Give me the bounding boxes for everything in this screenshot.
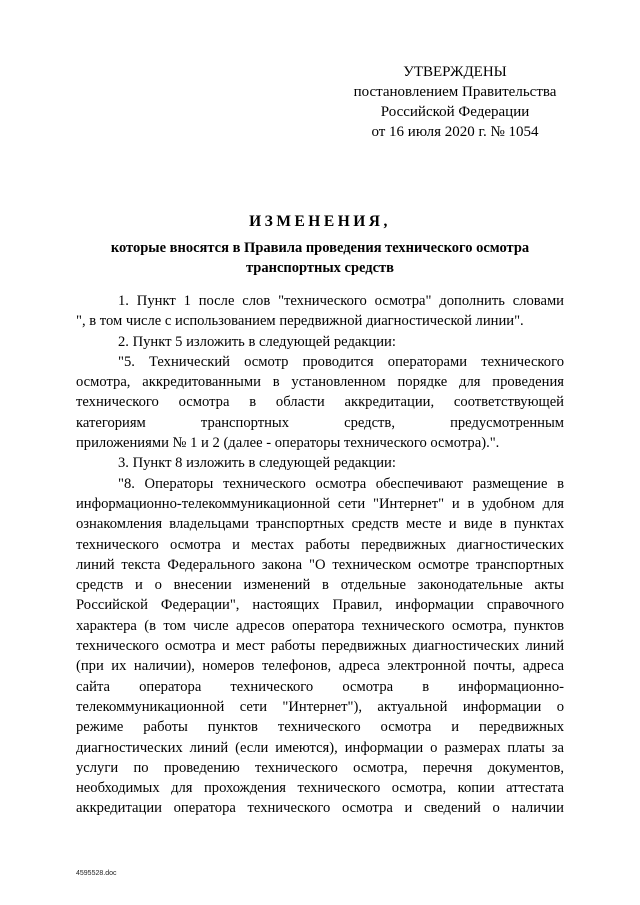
approval-heading: УТВЕРЖДЕНЫ <box>403 64 507 80</box>
paragraph-line: 2. Пункт 5 изложить в следующей редакции: <box>118 333 396 350</box>
document-subtitle <box>0 238 640 278</box>
paragraph-line: категориям транспортных средств, предусмотренным <box>76 414 564 431</box>
subtitle-line: транспортных средств <box>245 260 395 276</box>
subtitle-line: которые вносятся в Правила проведения технического осмотра <box>110 240 530 256</box>
paragraph-line: диагностических линий (если имеются), информации о размерах платы за <box>76 739 564 756</box>
file-name-footer: 4595528.doc <box>76 870 117 877</box>
paragraph-line: информационно-телекоммуникационной сети "Интернет" и в удобном для <box>76 495 564 512</box>
paragraph-line: осмотра, аккредитованными в установленном порядке для проведения <box>76 374 564 391</box>
paragraph-line: технического осмотра в области аккредитации, соответствующей <box>76 394 564 411</box>
paragraph-line: необходимых для прохождения технического осмотра, копии аттестата <box>76 780 564 797</box>
paragraph-line: 3. Пункт 8 изложить в следующей редакции: <box>118 455 396 472</box>
document-body <box>76 291 564 819</box>
paragraph-line: технического осмотра и мест работы передвижных диагностических линий <box>76 638 564 655</box>
paragraph-line: услуги по проведению технического осмотра, перечня документов, <box>76 759 564 776</box>
paragraph-line: линий текста Федерального закона "О техническом осмотре транспортных <box>76 556 564 573</box>
paragraph-line: Российской Федерации", настоящих Правил, информации справочного <box>76 597 564 614</box>
paragraph-line: ознакомления владельцами транспортных средств месте и виде в пунктах <box>76 516 564 533</box>
paragraph-line: режиме работы пунктов технического осмотра и передвижных <box>76 719 564 736</box>
document-title: ИЗМЕНЕНИЯ, <box>249 213 391 230</box>
paragraph-line: приложениями № 1 и 2 (далее - операторы технического осмотра).". <box>76 435 500 452</box>
paragraph-line: "8. Операторы технического осмотра обеспечивают размещение в <box>118 475 564 492</box>
paragraph-line: сайта оператора технического осмотра в информационно- <box>76 678 564 695</box>
paragraph-line: аккредитации оператора технического осмотра и сведений о наличии <box>76 800 564 817</box>
paragraph-line: телекоммуникационной сети "Интернет"), актуальной информации о <box>76 698 564 715</box>
paragraph-line: "5. Технический осмотр проводится операторами технического <box>118 353 564 370</box>
paragraph-line: средств и о внесении изменений в отдельные законодательные акты <box>76 577 564 594</box>
paragraph-line: технического осмотра и местах работы передвижных диагностических <box>76 536 564 553</box>
approval-line: постановлением Правительства <box>353 84 557 100</box>
approval-line: Российской Федерации <box>380 104 530 120</box>
paragraph-line: ", в том числе с использованием передвижной диагностической линии". <box>76 313 524 330</box>
paragraph-line: 1. Пункт 1 после слов "технического осмотра" дополнить словами <box>118 293 564 309</box>
paragraph-line: характера (в том числе адресов оператора технического осмотра, пунктов <box>76 617 564 634</box>
approval-stamp <box>330 62 580 142</box>
paragraph-line: (при их наличии), номеров телефонов, адреса электронной почты, адреса <box>76 658 564 675</box>
approval-date-number: от 16 июля 2020 г. № 1054 <box>371 124 539 140</box>
